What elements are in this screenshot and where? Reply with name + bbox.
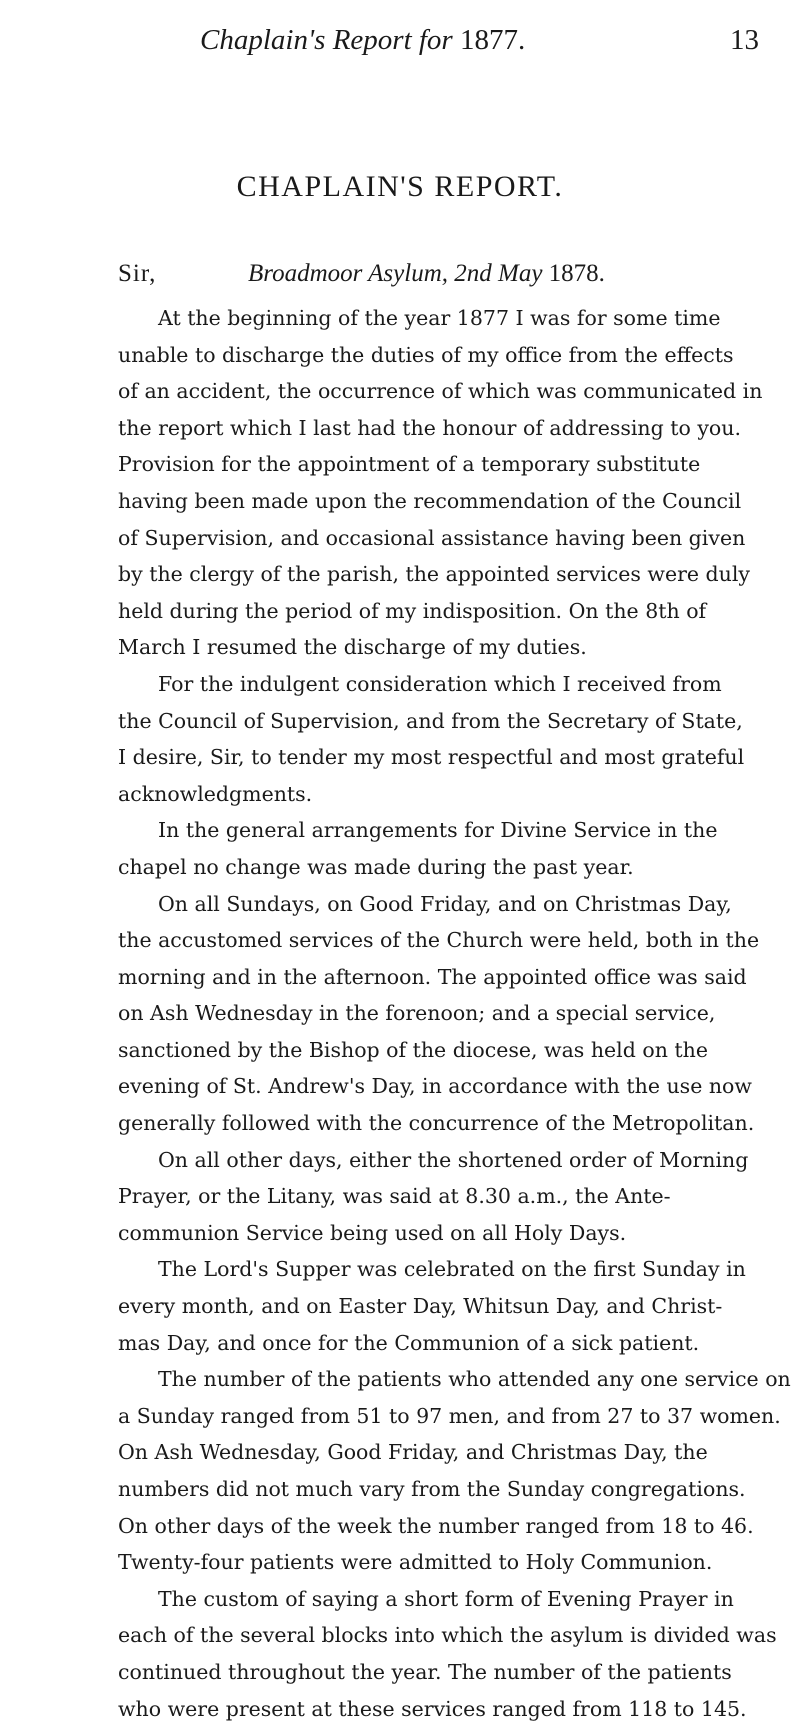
text-line: each of the several blocks into which the asylum is divided was xyxy=(118,1623,777,1648)
place-date-text: Broadmoor Asylum, 2nd May xyxy=(248,260,543,287)
text-line: On all other days, either the shortened order of Morning xyxy=(158,1147,749,1172)
text-line: Provision for the appointment of a temporary substitute xyxy=(118,452,701,477)
dateline-year: 1878. xyxy=(548,260,605,287)
text-line: The number of the patients who attended any one service on xyxy=(158,1367,791,1392)
text-line: For the indulgent consideration which I received from xyxy=(158,671,722,696)
text-line: by the clergy of the parish, the appointed services were duly xyxy=(118,562,750,587)
text-line: On other days of the week the number ranged from 18 to 46. xyxy=(118,1513,754,1538)
running-header xyxy=(0,18,800,58)
page-number: 13 xyxy=(730,24,759,56)
text-line: chapel no change was made during the past year. xyxy=(118,854,634,879)
text-line: the accustomed services of the Church were held, both in the xyxy=(118,928,760,953)
text-line: of an accident, the occurrence of which was communicated in xyxy=(118,379,763,404)
text-line: who were present at these services ranged from 118 to 145. xyxy=(118,1696,747,1721)
text-line: the Council of Supervision, and from the Secretary of State, xyxy=(118,708,743,733)
text-line: on Ash Wednesday in the forenoon; and a special service, xyxy=(118,1001,716,1026)
text-line: generally followed with the concurrence of the Metropolitan. xyxy=(118,1111,755,1136)
text-line: a Sunday ranged from 51 to 97 men, and from 27 to 37 women. xyxy=(118,1403,781,1428)
text-line: numbers did not much vary from the Sunday congregations. xyxy=(118,1477,746,1501)
place-and-date xyxy=(248,260,605,288)
text-line: mas Day, and once for the Communion of a sick patient. xyxy=(118,1330,700,1355)
dateline xyxy=(118,260,798,296)
text-line: On Ash Wednesday, Good Friday, and Christmas Day, the xyxy=(118,1440,708,1465)
running-title-year: 1877. xyxy=(459,24,526,56)
running-title-text: Chaplain's Report for xyxy=(200,24,453,56)
text-line: having been made upon the recommendation of the Council xyxy=(118,488,742,513)
text-line: morning and in the afternoon. The appointed office was said xyxy=(118,964,747,989)
text-line: held during the period of my indisposition. On the 8th of xyxy=(118,598,707,623)
text-line: The custom of saying a short form of Evening Prayer in xyxy=(158,1586,734,1611)
text-line: In the general arrangements for Divine Service in the xyxy=(158,818,718,843)
text-line: acknowledgments. xyxy=(118,781,313,806)
text-line: unable to discharge the duties of my office from the effects xyxy=(118,342,734,367)
text-line: the report which I last had the honour of addressing to you. xyxy=(118,415,741,440)
text-line: The Lord's Supper was celebrated on the first Sunday in xyxy=(158,1257,746,1282)
text-line: Twenty-four patients were admitted to Holy Communion. xyxy=(118,1550,713,1575)
text-line: March I resumed the discharge of my duties. xyxy=(118,635,587,660)
report-heading: CHAPLAIN'S REPORT. xyxy=(236,170,564,203)
salutation: Sir, xyxy=(118,260,157,287)
text-line: evening of St. Andrew's Day, in accordance with the use now xyxy=(118,1074,752,1099)
text-line: continued throughout the year. The number of the patients xyxy=(118,1659,732,1684)
text-line: communion Service being used on all Holy Days. xyxy=(118,1220,627,1245)
text-line: At the beginning of the year 1877 I was for some time xyxy=(158,306,721,330)
text-line: of Supervision, and occasional assistance having been given xyxy=(118,525,746,550)
text-line: every month, and on Easter Day, Whitsun Day, and Christ- xyxy=(118,1294,723,1319)
text-line: I desire, Sir, to tender my most respectful and most grateful xyxy=(118,745,745,770)
report-body xyxy=(118,300,790,1727)
running-title xyxy=(200,24,525,57)
text-line: sanctioned by the Bishop of the diocese, was held on the xyxy=(118,1037,708,1062)
text-line: Prayer, or the Litany, was said at 8.30 a.m., the Ante- xyxy=(118,1184,671,1209)
text-line: On all Sundays, on Good Friday, and on Christmas Day, xyxy=(158,891,732,916)
